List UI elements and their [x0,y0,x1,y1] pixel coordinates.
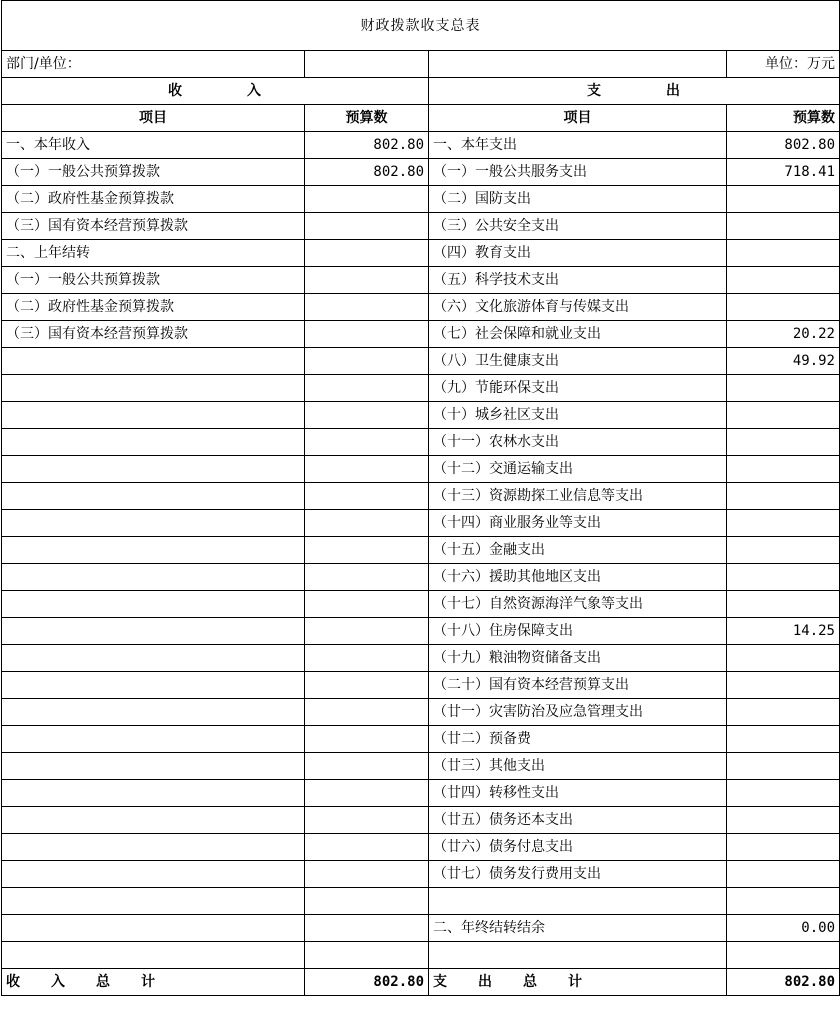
expense-total-char: 计 [568,974,583,990]
table-row [2,402,840,429]
expense-item [429,888,727,915]
income-item [2,834,305,861]
expense-value [727,240,840,267]
expense-item: 一、本年支出 [429,132,727,159]
income-item: （二）政府性基金预算拨款 [2,186,305,213]
income-item [2,564,305,591]
income-value [305,645,429,672]
income-value [305,186,429,213]
table-row [2,645,840,672]
table-row [2,510,840,537]
expense-item: （十七）自然资源海洋气象等支出 [429,591,727,618]
income-value [305,807,429,834]
expense-value [727,294,840,321]
table-row [2,618,840,645]
expense-value [727,213,840,240]
income-value [305,726,429,753]
expense-value [727,672,840,699]
expense-item-header: 项目 [429,105,727,132]
income-value [305,456,429,483]
expense-item: （一）一般公共服务支出 [429,159,727,186]
income-value [305,321,429,348]
expense-budget-header: 预算数 [727,105,840,132]
expense-item: （十二）交通运输支出 [429,456,727,483]
income-item: （三）国有资本经营预算拨款 [2,321,305,348]
income-item [2,429,305,456]
expense-item: （四）教育支出 [429,240,727,267]
table-row [2,726,840,753]
income-total-char: 计 [141,974,156,990]
expense-item: （五）科学技术支出 [429,267,727,294]
income-value [305,942,429,969]
income-item [2,510,305,537]
expense-item: （廿二）预备费 [429,726,727,753]
income-item [2,888,305,915]
expense-item: （十）城乡社区支出 [429,402,727,429]
expense-item: （廿一）灾害防治及应急管理支出 [429,699,727,726]
expense-item: （十一）农林水支出 [429,429,727,456]
expense-value [727,186,840,213]
income-value [305,213,429,240]
expense-item: （二）国防支出 [429,186,727,213]
expense-value [727,510,840,537]
income-value [305,375,429,402]
income-item [2,375,305,402]
expense-value: 0.00 [727,915,840,942]
expense-value: 802.80 [727,132,840,159]
expense-item: （九）节能环保支出 [429,375,727,402]
table-row [2,159,840,186]
income-item: （一）一般公共预算拨款 [2,267,305,294]
income-value: 802.80 [305,132,429,159]
income-item [2,591,305,618]
expense-item: （廿五）债务还本支出 [429,807,727,834]
table-row [2,267,840,294]
income-value: 802.80 [305,159,429,186]
expense-value [727,780,840,807]
income-item: 二、上年结转 [2,240,305,267]
expense-item: （十五）金融支出 [429,537,727,564]
expense-value [727,456,840,483]
expense-item: （六）文化旅游体育与传媒支出 [429,294,727,321]
expense-value [727,645,840,672]
income-item [2,915,305,942]
expense-total-label [429,969,727,996]
meta-blank [429,51,727,78]
expense-value [727,267,840,294]
table-row [2,483,840,510]
table-row [2,213,840,240]
income-item [2,483,305,510]
income-item: （三）国有资本经营预算拨款 [2,213,305,240]
expense-item: （十六）援助其他地区支出 [429,564,727,591]
income-total-char: 总 [96,974,111,990]
expense-item: （十四）商业服务业等支出 [429,510,727,537]
income-char-2: 入 [247,83,262,99]
income-value [305,672,429,699]
income-item [2,348,305,375]
expense-value [727,888,840,915]
expense-item: （十九）粮油物资储备支出 [429,645,727,672]
income-item [2,672,305,699]
income-value [305,591,429,618]
expense-item: （七）社会保障和就业支出 [429,321,727,348]
expense-value [727,375,840,402]
expense-item: （廿三）其他支出 [429,753,727,780]
expense-value [727,537,840,564]
income-item [2,807,305,834]
income-value [305,483,429,510]
income-char-1: 收 [168,83,183,99]
table-row [2,834,840,861]
dept-label: 部门/单位： [2,51,305,78]
expense-value: 718.41 [727,159,840,186]
expense-value [727,861,840,888]
table-row [2,888,840,915]
income-value [305,564,429,591]
income-item [2,780,305,807]
income-item [2,537,305,564]
income-total-value: 802.80 [305,969,429,996]
table-row [2,753,840,780]
expense-value: 20.22 [727,321,840,348]
table-row [2,672,840,699]
income-section-header [2,78,429,105]
budget-table [1,0,840,996]
table-row [2,861,840,888]
table-row [2,699,840,726]
income-value [305,834,429,861]
income-value [305,888,429,915]
table-row [2,456,840,483]
expense-section-header [429,78,840,105]
table-row [2,186,840,213]
expense-item: （十三）资源勘探工业信息等支出 [429,483,727,510]
column-header-row [2,105,840,132]
expense-value [727,699,840,726]
income-value [305,429,429,456]
income-item [2,699,305,726]
income-item [2,942,305,969]
income-value [305,267,429,294]
expense-char-2: 出 [666,83,681,99]
expense-value [727,834,840,861]
income-value [305,915,429,942]
meta-row [2,51,840,78]
total-row [2,969,840,996]
income-value [305,510,429,537]
expense-total-char: 总 [523,974,538,990]
income-total-label [2,969,305,996]
income-item [2,726,305,753]
income-item-header: 项目 [2,105,305,132]
income-item [2,753,305,780]
expense-item: （二十）国有资本经营预算支出 [429,672,727,699]
table-row [2,942,840,969]
expense-item: （廿四）转移性支出 [429,780,727,807]
income-item: （一）一般公共预算拨款 [2,159,305,186]
expense-value [727,591,840,618]
income-value [305,348,429,375]
income-value [305,618,429,645]
expense-value [727,564,840,591]
table-row [2,321,840,348]
expense-char-1: 支 [587,83,602,99]
table-row [2,375,840,402]
expense-total-char: 出 [478,974,493,990]
table-row [2,537,840,564]
expense-item: （廿六）债务付息支出 [429,834,727,861]
expense-value [727,753,840,780]
income-item [2,618,305,645]
expense-value: 49.92 [727,348,840,375]
income-value [305,753,429,780]
title-row [2,1,840,51]
expense-item: （三）公共安全支出 [429,213,727,240]
dept-value [305,51,429,78]
expense-value [727,402,840,429]
table-row [2,240,840,267]
table-row [2,591,840,618]
table-row [2,294,840,321]
expense-total-char: 支 [433,974,448,990]
expense-value [727,483,840,510]
table-row [2,348,840,375]
income-item [2,402,305,429]
section-row [2,78,840,105]
income-value [305,699,429,726]
income-value [305,537,429,564]
income-value [305,861,429,888]
income-total-char: 收 [6,974,21,990]
income-item: （二）政府性基金预算拨款 [2,294,305,321]
income-item: 一、本年收入 [2,132,305,159]
income-item [2,456,305,483]
income-value [305,240,429,267]
page-title: 财政拨款收支总表 [2,1,840,51]
expense-value: 14.25 [727,618,840,645]
income-item [2,861,305,888]
table-row [2,915,840,942]
expense-item [429,942,727,969]
expense-total-value: 802.80 [727,969,840,996]
expense-value [727,726,840,753]
table-row [2,807,840,834]
income-item [2,645,305,672]
income-value [305,402,429,429]
expense-value [727,429,840,456]
income-value [305,294,429,321]
expense-item: （廿七）债务发行费用支出 [429,861,727,888]
table-row [2,564,840,591]
expense-value [727,942,840,969]
expense-value [727,807,840,834]
income-total-char: 入 [51,974,66,990]
expense-item: （八）卫生健康支出 [429,348,727,375]
table-row [2,780,840,807]
table-row [2,429,840,456]
table-row [2,132,840,159]
expense-item: （十八）住房保障支出 [429,618,727,645]
unit-label: 单位：万元 [727,51,840,78]
income-value [305,780,429,807]
expense-item: 二、年终结转结余 [429,915,727,942]
income-budget-header: 预算数 [305,105,429,132]
